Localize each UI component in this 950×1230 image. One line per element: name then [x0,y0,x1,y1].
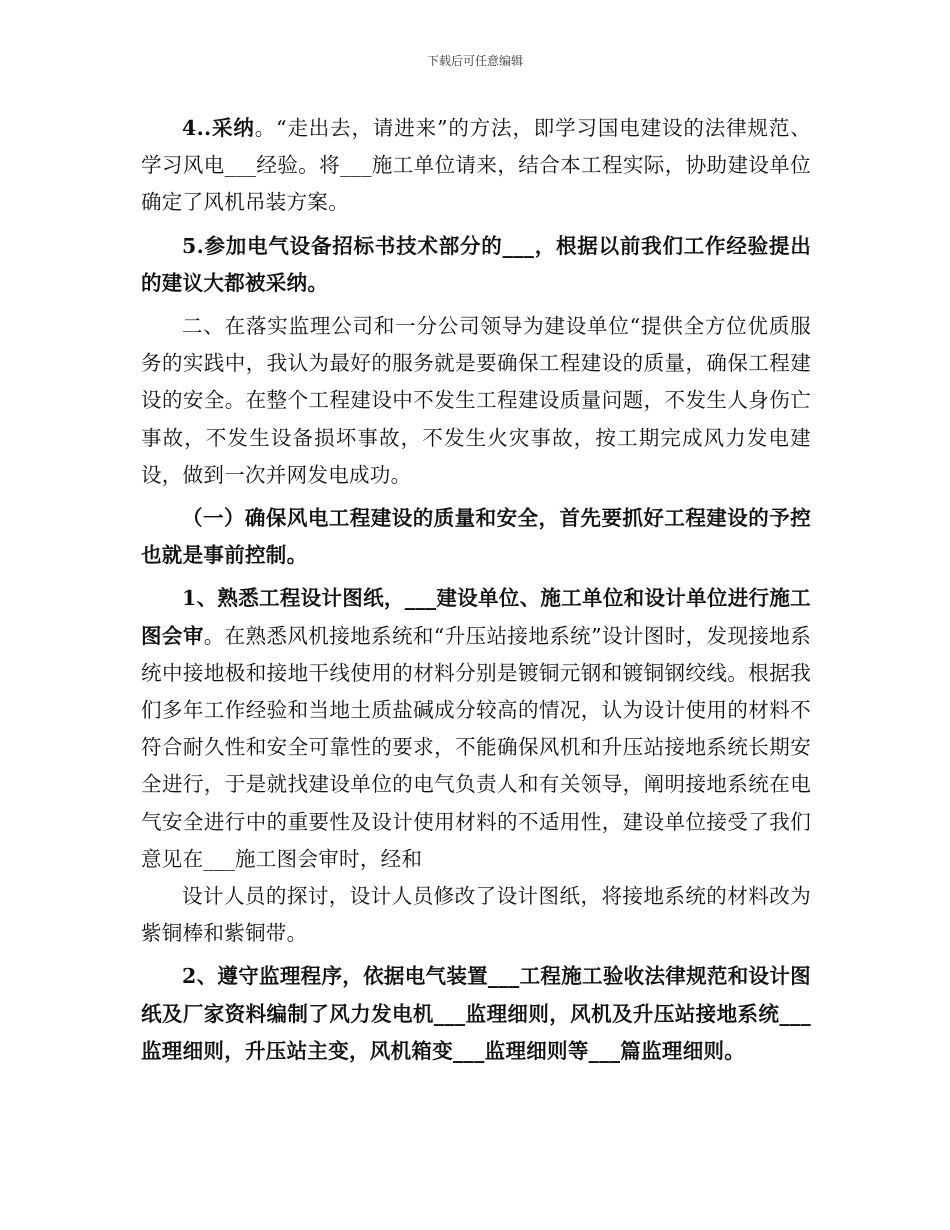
item-1-heading: 1、熟悉工程设计图纸，___建设单位、施工单位和设计单位进行施工图会审 [141,586,811,648]
page-header: 下载后可任意编辑 [426,54,523,68]
paragraph-5: 5.参加电气设备招标书技术部分的___，根据以前我们工作经验提出的建议大都被采纳。 [141,233,811,295]
paragraph-4-text: 。“走出去，请进来”的方法，即学习国电建设的法律规范、学习风电___经验。将___施工单位请来，结合本工程实际，协助建设单位确定了风机吊装方案。 [141,116,811,215]
paragraph-item-1 [141,580,811,878]
paragraph-item-1-continued: 设计人员的探讨，设计人员修改了设计图纸，将接地系统的材料改为紫铜棒和紫铜带。 [141,884,811,946]
subsection-1-heading: （一）确保风电工程建设的质量和安全，首先要抓好工程建设的予控也就是事前控制。 [141,506,811,568]
paragraph-4-heading: 4..采纳 [182,116,255,140]
item-1-text: 。在熟悉风机接地系统和“升压站接地系统”设计图时，发现接地系统中接地极和接地干线使用的材料分别是镀铜元钢和镀铜钢绞线。根据我们多年工作经验和当地土质盐碱成分较高的情况，认为设计使用的材料不符合耐久性和安全可靠性的要求，不能确保风机和升压站接地系统长期安全进行，于是就找建设单位的电气负责人和有关领导，阐明接地系统在电气安全进行中的重要性及设计使用材料的不适用性，建设单位接受了我们意见在___施工图会审时，经和 [141,623,811,871]
paragraph-item-2: 2、遵守监理程序，依据电气装置___工程施工验收法律规范和设计图纸及厂家资料编制了风力发电机___监理细则，风机及升压站接地系统___监理细则，升压站主变，风机箱变___监理细则等___篇监理细则。 [141,964,811,1063]
paragraph-section-2: 二、在落实监理公司和一分公司领导为建设单位“提供全方位优质服务的实践中，我认为最好的服务就是要确保工程建设的质量，确保工程建设的安全。在整个工程建设中不发生工程建设质量问题，不发生人身伤亡事故，不发生设备损坏事故，不发生火灾事故，按工期完成风力发电建设，做到一次并网发电成功。 [141,314,811,487]
paragraph-4 [141,110,811,222]
document-body [141,110,811,1070]
